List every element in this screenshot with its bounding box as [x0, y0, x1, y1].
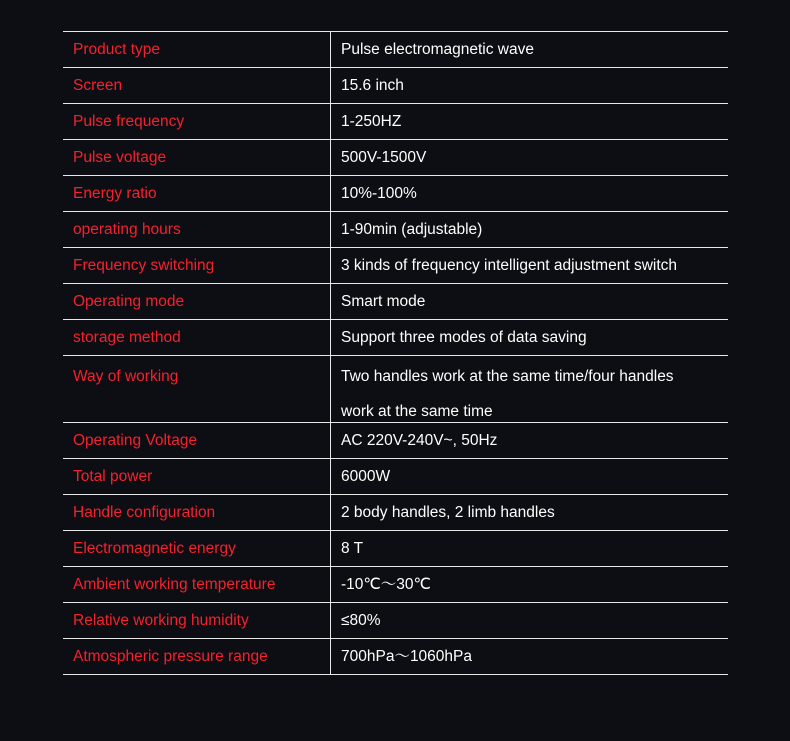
table-row — [63, 104, 728, 140]
spec-value: Smart mode — [331, 284, 729, 320]
spec-value: 6000W — [331, 458, 729, 494]
spec-value: AC 220V-240V~, 50Hz — [331, 422, 729, 458]
spec-value: 8 T — [331, 530, 729, 566]
spec-label: Way of working — [63, 356, 331, 423]
spec-label: Total power — [63, 458, 331, 494]
table-row — [63, 320, 728, 356]
spec-label: Pulse frequency — [63, 104, 331, 140]
spec-value: 1-250HZ — [331, 104, 729, 140]
spec-value-line-2: work at the same time — [341, 403, 493, 421]
table-row — [63, 248, 728, 284]
spec-value: ≤80% — [331, 602, 729, 638]
spec-label: Product type — [63, 32, 331, 68]
specifications-table-body — [63, 32, 728, 675]
spec-label: Operating mode — [63, 284, 331, 320]
table-row — [63, 32, 728, 68]
spec-label: Screen — [63, 68, 331, 104]
table-row — [63, 68, 728, 104]
table-row — [63, 566, 728, 602]
spec-label: Relative working humidity — [63, 602, 331, 638]
spec-value: 500V-1500V — [331, 140, 729, 176]
spec-label: Pulse voltage — [63, 140, 331, 176]
table-row — [63, 458, 728, 494]
spec-value: 10%-100% — [331, 176, 729, 212]
spec-value: Support three modes of data saving — [331, 320, 729, 356]
spec-value: Pulse electromagnetic wave — [331, 32, 729, 68]
spec-value: 2 body handles, 2 limb handles — [331, 494, 729, 530]
spec-label: Handle configuration — [63, 494, 331, 530]
table-row — [63, 176, 728, 212]
spec-label: storage method — [63, 320, 331, 356]
table-row — [63, 602, 728, 638]
spec-label: Ambient working temperature — [63, 566, 331, 602]
spec-value — [331, 356, 729, 423]
spec-value: 3 kinds of frequency intelligent adjustment switch — [331, 248, 729, 284]
table-row — [63, 356, 728, 423]
table-row — [63, 530, 728, 566]
spec-value: -10℃～30℃ — [331, 566, 729, 602]
spec-label: Atmospheric pressure range — [63, 638, 331, 674]
spec-label: Electromagnetic energy — [63, 530, 331, 566]
spec-value-line-1: Two handles work at the same time/four handles — [341, 368, 674, 385]
spec-value: 1-90min (adjustable) — [331, 212, 729, 248]
table-row — [63, 140, 728, 176]
spec-label: Operating Voltage — [63, 422, 331, 458]
table-row — [63, 638, 728, 674]
table-row — [63, 212, 728, 248]
spec-label: operating hours — [63, 212, 331, 248]
spec-label: Energy ratio — [63, 176, 331, 212]
spec-value: 700hPa～1060hPa — [331, 638, 729, 674]
spec-label: Frequency switching — [63, 248, 331, 284]
table-row — [63, 494, 728, 530]
specifications-table — [63, 31, 728, 675]
spec-value: 15.6 inch — [331, 68, 729, 104]
table-row — [63, 284, 728, 320]
table-row — [63, 422, 728, 458]
